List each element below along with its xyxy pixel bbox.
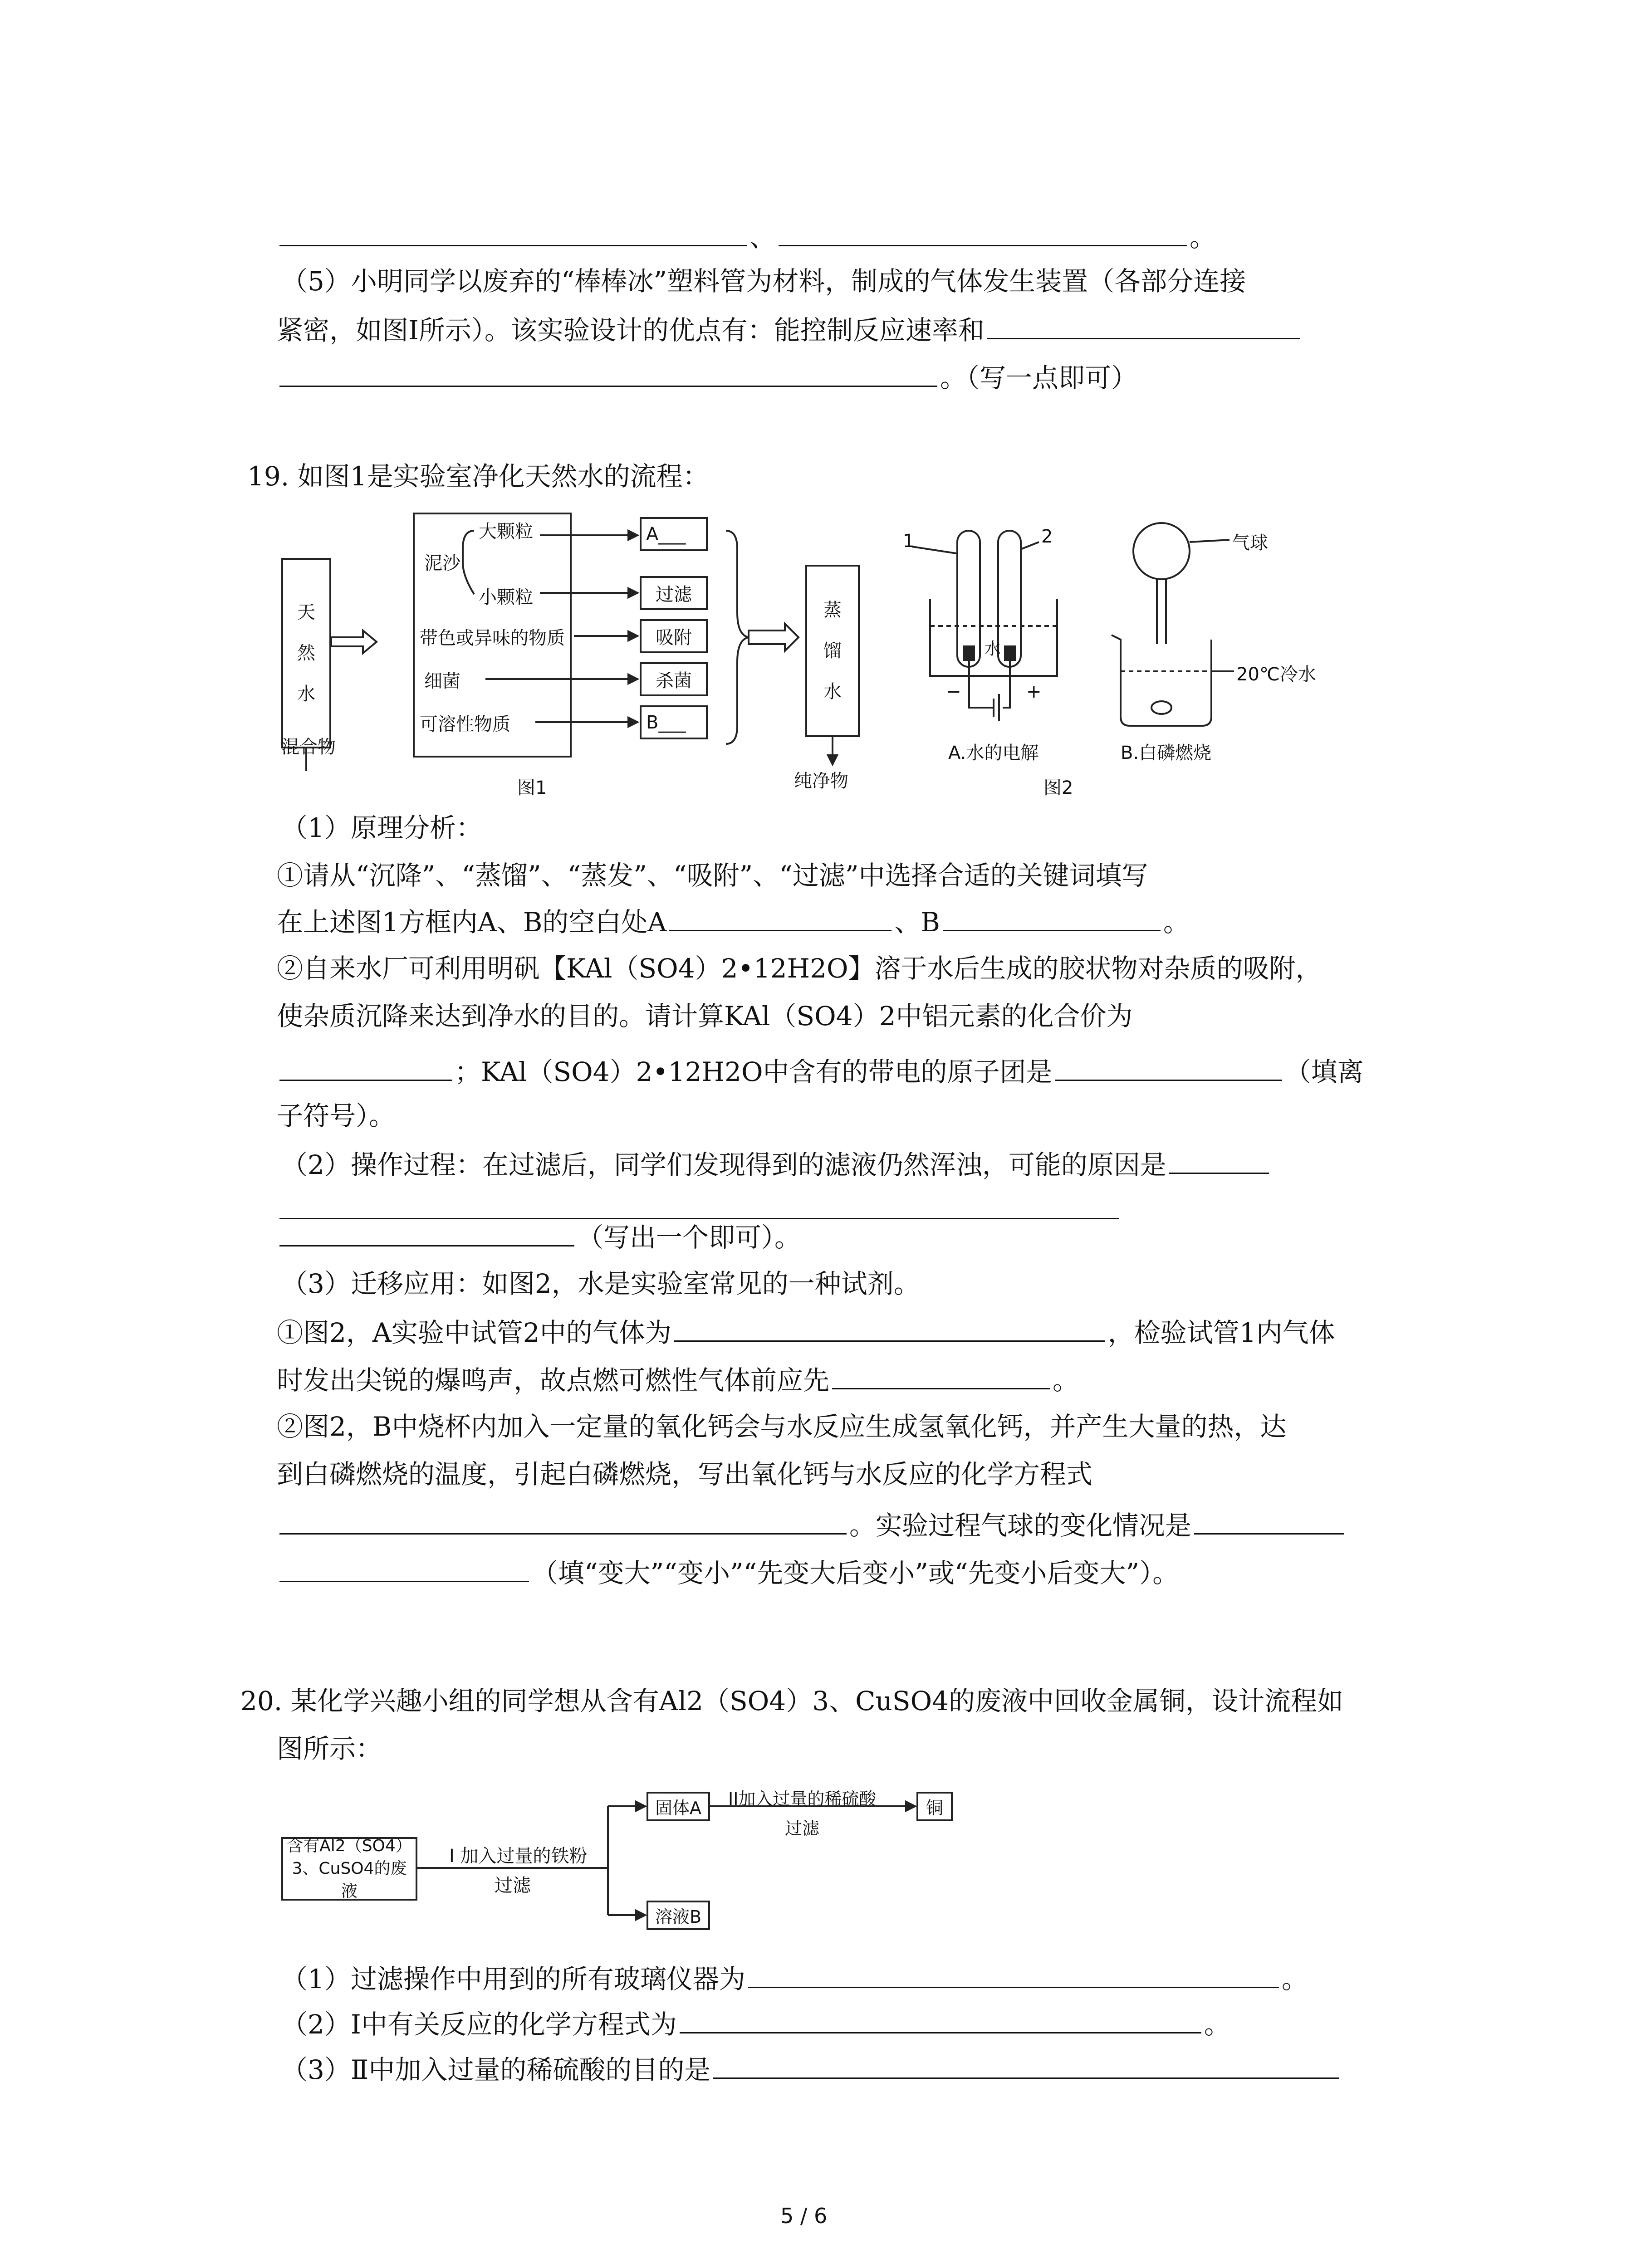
blank-equation[interactable] xyxy=(279,1506,847,1535)
plus-sign: + xyxy=(1026,681,1042,702)
q19-p1-2a: ②自来水厂可利用明矾【KAl（SO4）2•12H2O】溶于水后生成的胶状物对杂质的吸附， xyxy=(277,953,1322,984)
water-label: 水 xyxy=(985,640,1001,658)
q19-intro: 19. 如图1是实验室净化天然水的流程： xyxy=(247,461,709,492)
large-particle-label: 大颗粒 xyxy=(479,521,533,542)
blank-b[interactable] xyxy=(943,903,1161,931)
natural-water-box: 天然水 xyxy=(281,558,331,748)
flow-arrows xyxy=(281,1787,985,1937)
figure-copper-recovery-flow xyxy=(281,1787,985,1937)
figure-1-arrows xyxy=(272,503,726,776)
solid-a-box: 固体A xyxy=(647,1792,710,1821)
answer-blank[interactable] xyxy=(1169,1145,1269,1174)
q20-p3: （3）Ⅱ中加入过量的稀硫酸的目的是 xyxy=(281,2050,1342,2088)
answer-blank[interactable] xyxy=(279,358,937,387)
blank-reaction-equation[interactable] xyxy=(680,2005,1201,2033)
solution-b-box: 溶液B xyxy=(647,1901,710,1930)
tube-1-label: 1 xyxy=(903,531,915,552)
q19-p3-2d: （填“变大”“变小”“先变大后变小”或“先变小后变大”）。 xyxy=(277,1554,1179,1591)
q19-p3-2c: 。实验过程气球的变化情况是 xyxy=(277,1506,1347,1544)
q19-p3-1b: 时发出尖锐的爆鸣声，故点燃可燃性气体前应先 。 xyxy=(277,1361,1079,1398)
answer-blank[interactable] xyxy=(832,1361,1050,1389)
answer-blank[interactable] xyxy=(279,1218,574,1246)
box-a: A___ xyxy=(640,517,708,551)
blank-a[interactable] xyxy=(669,903,892,931)
mixture-label: 混合物 xyxy=(281,737,336,758)
copper-box: 铜 xyxy=(916,1792,953,1821)
step2-top-label: II加入过量的稀硫酸 xyxy=(728,1789,877,1809)
small-particle-label: 小颗粒 xyxy=(479,587,533,608)
q20-intro-b: 图所示： xyxy=(277,1733,382,1764)
q19-p1-2d: 子符号）。 xyxy=(277,1100,396,1131)
electrolysis-label: A.水的电解 xyxy=(948,743,1039,763)
q18-p5-line2: 紧密，如图I所示）。该实验设计的优点有：能控制反应速率和 xyxy=(277,311,1303,348)
step1-top-label: I 加入过量的铁粉 xyxy=(449,1846,588,1867)
balloon-label: 气球 xyxy=(1232,533,1268,553)
step2-bottom-label: 过滤 xyxy=(785,1818,820,1838)
cold-water-label: 20℃冷水 xyxy=(1236,664,1316,685)
box-b: B___ xyxy=(640,705,708,739)
blank-valence[interactable] xyxy=(279,1052,452,1081)
minus-sign: − xyxy=(946,681,961,702)
phosphorus-label: B.白磷燃烧 xyxy=(1121,743,1212,763)
q20-intro-a: 20. 某化学兴趣小组的同学想从含有Al2（SO4）3、CuSO4的废液中回收金属铜，设计流程如 xyxy=(240,1686,1344,1716)
q19-p1-2b: 使杂质沉降来达到净水的目的。请计算KAl（SO4）2中铝元素的化合价为 xyxy=(277,1001,1133,1031)
q18-blank-line: 、 。 xyxy=(277,218,1216,255)
figure-2 xyxy=(903,517,1470,771)
answer-blank[interactable] xyxy=(1194,1506,1344,1535)
page-number: 5 / 6 xyxy=(780,2204,828,2228)
answer-blank[interactable] xyxy=(779,218,1187,246)
box-adsorb: 吸附 xyxy=(640,619,708,653)
q20-p1: （1）过滤操作中用到的所有玻璃仪器为 。 xyxy=(281,1960,1308,1997)
blank-purpose[interactable] xyxy=(713,2050,1339,2079)
soluble-label: 可溶性物质 xyxy=(420,714,510,735)
blank-gas[interactable] xyxy=(674,1313,1105,1342)
q19-p3-2b: 到白磷燃烧的温度，引起白磷燃烧，写出氧化钙与水反应的化学方程式 xyxy=(277,1459,1093,1490)
q19-p1-2c: ；KAl（SO4）2•12H2O中含有的带电的原子团是 （填离 xyxy=(277,1052,1364,1090)
tube-2-label: 2 xyxy=(1041,526,1053,547)
sand-label: 泥沙 xyxy=(424,553,460,574)
q19-p1-title: （1）原理分析： xyxy=(281,812,482,843)
q19-p3-2a: ②图2，B中烧杯内加入一定量的氧化钙会与水反应生成氢氧化钙，并产生大量的热，达 xyxy=(277,1411,1287,1442)
q19-p1-1b: 在上述图1方框内A、B的空白处A 、B 。 xyxy=(277,903,1190,940)
box-kill: 杀菌 xyxy=(640,662,708,696)
answer-blank[interactable] xyxy=(279,1191,1119,1219)
figure-1-water-purification xyxy=(272,503,726,776)
step1-bottom-label: 过滤 xyxy=(495,1875,531,1896)
figure-1-right xyxy=(717,503,898,792)
q20-p2: （2）Ⅰ中有关反应的化学方程式为 。 xyxy=(281,2005,1230,2043)
blank-glassware[interactable] xyxy=(748,1960,1279,1988)
figure-2-caption: 图2 xyxy=(1043,777,1073,798)
answer-blank[interactable] xyxy=(987,311,1300,339)
blank-ion[interactable] xyxy=(1055,1052,1282,1081)
blank-balloon[interactable] xyxy=(279,1554,529,1582)
distilled-water-box: 蒸馏水 xyxy=(805,565,860,737)
q19-p3-title: （3）迁移应用：如图2，水是实验室常见的一种试剂。 xyxy=(281,1268,920,1299)
q19-p1-1a: ①请从“沉降”、“蒸馏”、“蒸发”、“吸附”、“过滤”中选择合适的关键词填写 xyxy=(277,860,1148,891)
flow-start-box: 含有Al2（SO4）3、CuSO4的废液 xyxy=(281,1837,417,1901)
q19-p2-b: （写出一个即可）。 xyxy=(277,1218,801,1256)
q19-p3-1a: ①图2，A实验中试管2中的气体为 ，检验试管1内气体 xyxy=(277,1313,1335,1351)
answer-blank[interactable] xyxy=(279,218,747,246)
colored-label: 带色或异味的物质 xyxy=(420,628,565,649)
bacteria-label: 细菌 xyxy=(424,671,460,692)
q19-p2-a: （2）操作过程：在过滤后，同学们发现得到的滤液仍然浑浊，可能的原因是 xyxy=(281,1145,1272,1183)
figure-1-caption: 图1 xyxy=(517,777,547,798)
box-filter: 过滤 xyxy=(640,576,708,610)
q18-p5-line3: 。（写一点即可） xyxy=(277,358,1137,396)
q18-p5-line1: （5）小明同学以废弃的“棒棒冰”塑料管为材料，制成的气体发生装置（各部分连接 xyxy=(281,266,1246,297)
pure-substance-label: 纯净物 xyxy=(794,771,848,792)
